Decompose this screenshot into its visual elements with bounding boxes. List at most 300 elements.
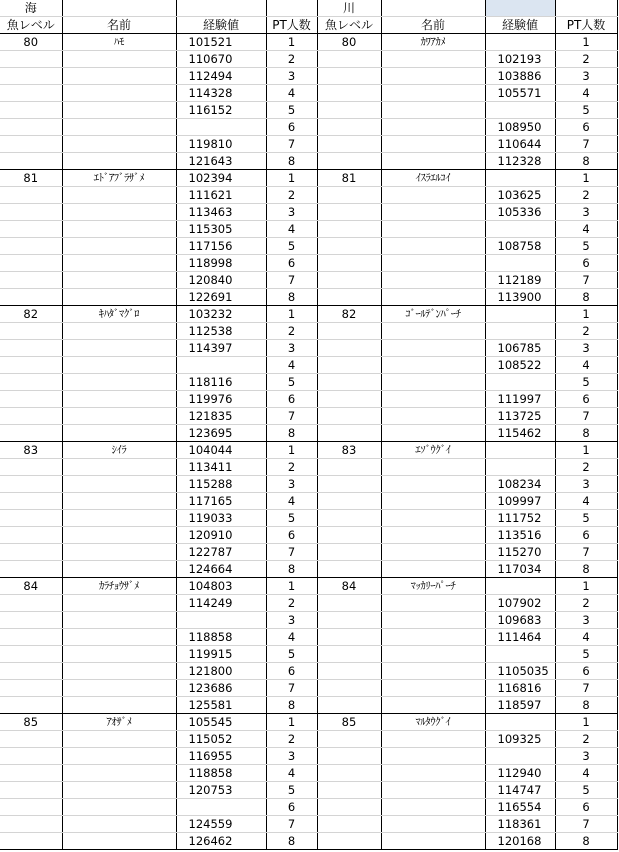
sea-level-cell[interactable] (0, 663, 62, 680)
sea-pt-cell[interactable]: 4 (266, 493, 317, 510)
river-exp-cell[interactable]: 116554 (485, 799, 555, 816)
sea-name-cell[interactable] (62, 816, 176, 833)
river-name-cell[interactable] (381, 119, 485, 136)
sea-name-cell[interactable] (62, 612, 176, 629)
sea-pt-cell[interactable]: 6 (266, 527, 317, 544)
river-name-cell[interactable] (381, 833, 485, 850)
river-exp-cell[interactable]: 105336 (485, 204, 555, 221)
sea-exp-cell[interactable]: 125581 (176, 697, 266, 714)
river-exp-cell[interactable]: 103886 (485, 68, 555, 85)
sea-pt-cell[interactable]: 4 (266, 357, 317, 374)
sea-name-cell[interactable] (62, 731, 176, 748)
river-name-cell[interactable] (381, 612, 485, 629)
sea-name-cell[interactable] (62, 119, 176, 136)
sea-exp-cell[interactable] (176, 119, 266, 136)
sea-name-cell[interactable] (62, 357, 176, 374)
sea-level-cell[interactable] (0, 697, 62, 714)
river-name-cell[interactable] (381, 357, 485, 374)
river-pt-cell[interactable]: 2 (555, 459, 617, 476)
sea-exp-cell[interactable]: 117156 (176, 238, 266, 255)
sea-exp-cell[interactable]: 102394 (176, 170, 266, 187)
river-level-cell[interactable] (317, 289, 381, 306)
sea-name-cell[interactable] (62, 255, 176, 272)
river-level-cell[interactable]: 84 (317, 578, 381, 595)
river-name-cell[interactable] (381, 340, 485, 357)
river-name-cell[interactable] (381, 153, 485, 170)
sea-name-cell[interactable] (62, 153, 176, 170)
sea-pt-cell[interactable]: 6 (266, 119, 317, 136)
sea-pt-cell[interactable]: 8 (266, 561, 317, 578)
sea-name-cell[interactable] (62, 527, 176, 544)
sea-exp-cell[interactable]: 114328 (176, 85, 266, 102)
sea-exp-cell[interactable]: 126462 (176, 833, 266, 850)
river-pt-cell[interactable]: 4 (555, 85, 617, 102)
river-level-cell[interactable] (317, 153, 381, 170)
river-exp-cell[interactable]: 108522 (485, 357, 555, 374)
sea-pt-cell[interactable]: 4 (266, 85, 317, 102)
river-name-cell[interactable] (381, 136, 485, 153)
river-level-cell[interactable] (317, 765, 381, 782)
river-exp-cell[interactable] (485, 102, 555, 119)
sea-level-cell[interactable] (0, 493, 62, 510)
sea-pt-cell[interactable]: 8 (266, 833, 317, 850)
sea-name-cell[interactable] (62, 629, 176, 646)
river-pt-cell[interactable]: 5 (555, 238, 617, 255)
river-name-cell[interactable] (381, 221, 485, 238)
river-pt-cell[interactable]: 2 (555, 323, 617, 340)
sea-exp-cell[interactable]: 115305 (176, 221, 266, 238)
river-level-cell[interactable] (317, 493, 381, 510)
sea-name-cell[interactable] (62, 289, 176, 306)
sea-pt-cell[interactable]: 3 (266, 340, 317, 357)
river-name-cell[interactable]: ｶﾜｱｶﾒ (381, 34, 485, 51)
sea-name-cell[interactable]: ｶﾗﾁｮｳｻﾞﾒ (62, 578, 176, 595)
sea-pt-cell[interactable]: 3 (266, 204, 317, 221)
river-exp-cell[interactable]: 105571 (485, 85, 555, 102)
river-exp-cell[interactable] (485, 442, 555, 459)
river-name-cell[interactable] (381, 391, 485, 408)
sea-name-cell[interactable] (62, 833, 176, 850)
sea-level-cell[interactable] (0, 340, 62, 357)
sea-level-cell[interactable] (0, 748, 62, 765)
sea-name-cell[interactable] (62, 408, 176, 425)
river-exp-cell[interactable] (485, 748, 555, 765)
river-exp-cell[interactable] (485, 170, 555, 187)
river-name-cell[interactable]: ﾏｯｶﾘｰﾊﾟｰﾁ (381, 578, 485, 595)
river-level-cell[interactable] (317, 425, 381, 442)
sea-exp-cell[interactable] (176, 357, 266, 374)
sea-pt-cell[interactable]: 7 (266, 408, 317, 425)
sea-exp-cell[interactable]: 122787 (176, 544, 266, 561)
selected-cell[interactable] (485, 0, 555, 17)
river-level-cell[interactable] (317, 748, 381, 765)
sea-level-cell[interactable] (0, 136, 62, 153)
river-level-cell[interactable] (317, 629, 381, 646)
sea-pt-cell[interactable]: 6 (266, 255, 317, 272)
sea-name-cell[interactable]: ｷﾊﾀﾞﾏｸﾞﾛ (62, 306, 176, 323)
sea-exp-cell[interactable]: 113463 (176, 204, 266, 221)
river-pt-cell[interactable]: 1 (555, 34, 617, 51)
river-pt-cell[interactable]: 4 (555, 221, 617, 238)
sea-exp-cell[interactable]: 119915 (176, 646, 266, 663)
river-pt-cell[interactable]: 7 (555, 680, 617, 697)
river-name-cell[interactable]: ｲｽﾗｴﾙｺｲ (381, 170, 485, 187)
river-pt-cell[interactable]: 2 (555, 187, 617, 204)
river-level-cell[interactable] (317, 272, 381, 289)
river-pt-cell[interactable]: 6 (555, 527, 617, 544)
sea-name-cell[interactable] (62, 510, 176, 527)
river-level-cell[interactable] (317, 374, 381, 391)
river-name-cell[interactable] (381, 527, 485, 544)
sea-exp-cell[interactable]: 119033 (176, 510, 266, 527)
sea-level-cell[interactable] (0, 765, 62, 782)
sea-name-cell[interactable] (62, 238, 176, 255)
sea-pt-cell[interactable]: 6 (266, 391, 317, 408)
sea-level-cell[interactable] (0, 408, 62, 425)
sea-name-cell[interactable] (62, 646, 176, 663)
sea-level-cell[interactable] (0, 595, 62, 612)
river-pt-cell[interactable]: 7 (555, 136, 617, 153)
river-pt-cell[interactable]: 5 (555, 102, 617, 119)
river-level-cell[interactable] (317, 204, 381, 221)
river-exp-cell[interactable]: 113516 (485, 527, 555, 544)
sea-level-cell[interactable] (0, 425, 62, 442)
river-name-cell[interactable] (381, 459, 485, 476)
header-level[interactable]: 魚レベル (317, 17, 381, 34)
river-exp-cell[interactable] (485, 374, 555, 391)
sea-exp-cell[interactable]: 121835 (176, 408, 266, 425)
sea-pt-cell[interactable]: 4 (266, 765, 317, 782)
sea-pt-cell[interactable]: 5 (266, 238, 317, 255)
header-level[interactable]: 魚レベル (0, 17, 62, 34)
sea-name-cell[interactable]: ｴﾄﾞｱﾌﾞﾗｻﾞﾒ (62, 170, 176, 187)
empty-cell[interactable] (266, 0, 317, 17)
empty-cell[interactable] (381, 0, 485, 17)
sea-pt-cell[interactable]: 5 (266, 374, 317, 391)
river-name-cell[interactable] (381, 493, 485, 510)
river-level-cell[interactable] (317, 544, 381, 561)
river-pt-cell[interactable]: 5 (555, 646, 617, 663)
river-level-cell[interactable]: 83 (317, 442, 381, 459)
river-pt-cell[interactable]: 1 (555, 578, 617, 595)
river-pt-cell[interactable]: 3 (555, 612, 617, 629)
sea-pt-cell[interactable]: 5 (266, 102, 317, 119)
sea-name-cell[interactable] (62, 680, 176, 697)
sea-exp-cell[interactable]: 110670 (176, 51, 266, 68)
river-exp-cell[interactable]: 108950 (485, 119, 555, 136)
river-exp-cell[interactable] (485, 578, 555, 595)
sea-level-cell[interactable] (0, 799, 62, 816)
river-name-cell[interactable] (381, 408, 485, 425)
river-name-cell[interactable] (381, 238, 485, 255)
header-pt[interactable]: PT人数 (266, 17, 317, 34)
sea-name-cell[interactable] (62, 459, 176, 476)
river-pt-cell[interactable]: 3 (555, 340, 617, 357)
river-level-cell[interactable] (317, 697, 381, 714)
sea-level-cell[interactable] (0, 476, 62, 493)
river-level-cell[interactable] (317, 357, 381, 374)
sea-exp-cell[interactable]: 103232 (176, 306, 266, 323)
river-name-cell[interactable]: ｴｿﾞｳｸﾞｲ (381, 442, 485, 459)
river-level-cell[interactable] (317, 119, 381, 136)
river-level-cell[interactable] (317, 833, 381, 850)
river-level-cell[interactable]: 80 (317, 34, 381, 51)
river-name-cell[interactable] (381, 799, 485, 816)
river-exp-cell[interactable]: 102193 (485, 51, 555, 68)
river-exp-cell[interactable]: 111752 (485, 510, 555, 527)
river-label[interactable]: 川 (317, 0, 381, 17)
sea-level-cell[interactable] (0, 187, 62, 204)
sea-pt-cell[interactable]: 1 (266, 306, 317, 323)
sea-exp-cell[interactable]: 120753 (176, 782, 266, 799)
river-name-cell[interactable] (381, 510, 485, 527)
sea-exp-cell[interactable]: 114249 (176, 595, 266, 612)
river-level-cell[interactable] (317, 663, 381, 680)
river-level-cell[interactable] (317, 51, 381, 68)
river-exp-cell[interactable]: 1105035 (485, 663, 555, 680)
sea-name-cell[interactable] (62, 68, 176, 85)
river-pt-cell[interactable]: 5 (555, 782, 617, 799)
river-name-cell[interactable] (381, 748, 485, 765)
river-exp-cell[interactable]: 118361 (485, 816, 555, 833)
river-level-cell[interactable] (317, 595, 381, 612)
header-exp[interactable]: 経験値 (485, 17, 555, 34)
sea-pt-cell[interactable]: 2 (266, 595, 317, 612)
sea-level-cell[interactable] (0, 680, 62, 697)
sea-name-cell[interactable] (62, 204, 176, 221)
river-name-cell[interactable] (381, 663, 485, 680)
river-name-cell[interactable] (381, 476, 485, 493)
sea-name-cell[interactable] (62, 102, 176, 119)
sea-exp-cell[interactable]: 113411 (176, 459, 266, 476)
sea-level-cell[interactable] (0, 459, 62, 476)
header-name[interactable]: 名前 (381, 17, 485, 34)
sea-level-cell[interactable] (0, 391, 62, 408)
sea-level-cell[interactable]: 80 (0, 34, 62, 51)
river-exp-cell[interactable]: 114747 (485, 782, 555, 799)
river-level-cell[interactable] (317, 816, 381, 833)
sea-name-cell[interactable] (62, 799, 176, 816)
sea-level-cell[interactable] (0, 357, 62, 374)
sea-pt-cell[interactable]: 6 (266, 663, 317, 680)
sea-pt-cell[interactable]: 1 (266, 34, 317, 51)
sea-level-cell[interactable] (0, 374, 62, 391)
river-level-cell[interactable] (317, 459, 381, 476)
river-pt-cell[interactable]: 8 (555, 153, 617, 170)
sea-name-cell[interactable]: ｱｵｻﾞﾒ (62, 714, 176, 731)
sea-level-cell[interactable] (0, 646, 62, 663)
sea-pt-cell[interactable]: 8 (266, 153, 317, 170)
sea-level-cell[interactable] (0, 544, 62, 561)
river-level-cell[interactable] (317, 510, 381, 527)
sea-pt-cell[interactable]: 2 (266, 459, 317, 476)
sea-name-cell[interactable] (62, 697, 176, 714)
river-level-cell[interactable] (317, 612, 381, 629)
river-pt-cell[interactable]: 1 (555, 714, 617, 731)
sea-pt-cell[interactable]: 1 (266, 578, 317, 595)
river-pt-cell[interactable]: 3 (555, 476, 617, 493)
river-name-cell[interactable] (381, 544, 485, 561)
river-exp-cell[interactable]: 120168 (485, 833, 555, 850)
river-pt-cell[interactable]: 4 (555, 357, 617, 374)
river-exp-cell[interactable]: 113900 (485, 289, 555, 306)
sea-exp-cell[interactable]: 115288 (176, 476, 266, 493)
sea-pt-cell[interactable]: 8 (266, 425, 317, 442)
sea-name-cell[interactable] (62, 476, 176, 493)
river-exp-cell[interactable]: 110644 (485, 136, 555, 153)
river-exp-cell[interactable]: 115462 (485, 425, 555, 442)
sea-level-cell[interactable]: 82 (0, 306, 62, 323)
sea-name-cell[interactable] (62, 323, 176, 340)
header-name[interactable]: 名前 (62, 17, 176, 34)
river-exp-cell[interactable]: 115270 (485, 544, 555, 561)
river-exp-cell[interactable]: 108758 (485, 238, 555, 255)
river-exp-cell[interactable] (485, 306, 555, 323)
sea-level-cell[interactable] (0, 85, 62, 102)
river-exp-cell[interactable]: 111997 (485, 391, 555, 408)
river-pt-cell[interactable]: 5 (555, 510, 617, 527)
sea-level-cell[interactable] (0, 323, 62, 340)
sea-level-cell[interactable] (0, 119, 62, 136)
river-name-cell[interactable] (381, 102, 485, 119)
river-level-cell[interactable] (317, 238, 381, 255)
river-exp-cell[interactable]: 118597 (485, 697, 555, 714)
river-level-cell[interactable] (317, 799, 381, 816)
river-level-cell[interactable] (317, 68, 381, 85)
sea-name-cell[interactable]: ｼｲﾗ (62, 442, 176, 459)
river-exp-cell[interactable]: 112189 (485, 272, 555, 289)
sea-name-cell[interactable] (62, 51, 176, 68)
sea-level-cell[interactable] (0, 782, 62, 799)
sea-pt-cell[interactable]: 3 (266, 476, 317, 493)
river-pt-cell[interactable]: 3 (555, 68, 617, 85)
sea-pt-cell[interactable]: 2 (266, 323, 317, 340)
sea-name-cell[interactable] (62, 595, 176, 612)
sea-exp-cell[interactable]: 104044 (176, 442, 266, 459)
sea-name-cell[interactable]: ﾊﾓ (62, 34, 176, 51)
sea-name-cell[interactable] (62, 187, 176, 204)
sea-pt-cell[interactable]: 2 (266, 51, 317, 68)
river-pt-cell[interactable]: 3 (555, 204, 617, 221)
sea-name-cell[interactable] (62, 561, 176, 578)
sea-level-cell[interactable] (0, 527, 62, 544)
sea-exp-cell[interactable]: 119810 (176, 136, 266, 153)
river-pt-cell[interactable]: 1 (555, 170, 617, 187)
sea-level-cell[interactable] (0, 629, 62, 646)
sea-name-cell[interactable] (62, 340, 176, 357)
river-exp-cell[interactable]: 103625 (485, 187, 555, 204)
sea-pt-cell[interactable]: 7 (266, 816, 317, 833)
sea-name-cell[interactable] (62, 221, 176, 238)
river-pt-cell[interactable]: 8 (555, 425, 617, 442)
sea-level-cell[interactable]: 83 (0, 442, 62, 459)
river-pt-cell[interactable]: 8 (555, 561, 617, 578)
sea-pt-cell[interactable]: 4 (266, 221, 317, 238)
sea-pt-cell[interactable]: 8 (266, 697, 317, 714)
river-name-cell[interactable] (381, 255, 485, 272)
sea-pt-cell[interactable]: 7 (266, 136, 317, 153)
river-level-cell[interactable] (317, 255, 381, 272)
river-exp-cell[interactable]: 107902 (485, 595, 555, 612)
river-name-cell[interactable] (381, 289, 485, 306)
sea-exp-cell[interactable]: 117165 (176, 493, 266, 510)
sea-level-cell[interactable] (0, 289, 62, 306)
sea-name-cell[interactable] (62, 765, 176, 782)
river-level-cell[interactable] (317, 476, 381, 493)
river-level-cell[interactable]: 82 (317, 306, 381, 323)
river-name-cell[interactable]: ｺﾞｰﾙﾃﾞﾝﾊﾟｰﾁ (381, 306, 485, 323)
river-pt-cell[interactable]: 6 (555, 663, 617, 680)
sea-name-cell[interactable] (62, 425, 176, 442)
river-name-cell[interactable] (381, 680, 485, 697)
river-name-cell[interactable] (381, 646, 485, 663)
sea-exp-cell[interactable] (176, 799, 266, 816)
sea-pt-cell[interactable]: 1 (266, 442, 317, 459)
river-pt-cell[interactable]: 8 (555, 289, 617, 306)
sea-level-cell[interactable] (0, 68, 62, 85)
river-exp-cell[interactable]: 116816 (485, 680, 555, 697)
sea-exp-cell[interactable]: 118858 (176, 765, 266, 782)
sea-pt-cell[interactable]: 7 (266, 680, 317, 697)
sea-pt-cell[interactable]: 2 (266, 731, 317, 748)
sea-level-cell[interactable]: 85 (0, 714, 62, 731)
river-name-cell[interactable] (381, 425, 485, 442)
river-level-cell[interactable] (317, 340, 381, 357)
sea-exp-cell[interactable]: 120910 (176, 527, 266, 544)
river-name-cell[interactable]: ﾏﾙﾀｳｸﾞｲ (381, 714, 485, 731)
river-pt-cell[interactable]: 1 (555, 306, 617, 323)
sea-pt-cell[interactable]: 7 (266, 544, 317, 561)
river-name-cell[interactable] (381, 187, 485, 204)
sea-name-cell[interactable] (62, 782, 176, 799)
sea-exp-cell[interactable]: 116152 (176, 102, 266, 119)
sea-exp-cell[interactable]: 124664 (176, 561, 266, 578)
river-exp-cell[interactable] (485, 34, 555, 51)
sea-pt-cell[interactable]: 1 (266, 714, 317, 731)
sea-pt-cell[interactable]: 7 (266, 272, 317, 289)
sea-level-cell[interactable] (0, 255, 62, 272)
river-pt-cell[interactable]: 7 (555, 816, 617, 833)
river-exp-cell[interactable]: 112940 (485, 765, 555, 782)
sea-pt-cell[interactable]: 3 (266, 748, 317, 765)
sea-exp-cell[interactable]: 105545 (176, 714, 266, 731)
river-pt-cell[interactable]: 4 (555, 629, 617, 646)
sea-name-cell[interactable] (62, 272, 176, 289)
sea-pt-cell[interactable]: 8 (266, 289, 317, 306)
river-level-cell[interactable] (317, 527, 381, 544)
river-name-cell[interactable] (381, 765, 485, 782)
river-exp-cell[interactable]: 109683 (485, 612, 555, 629)
river-level-cell[interactable] (317, 408, 381, 425)
river-pt-cell[interactable]: 1 (555, 442, 617, 459)
sea-exp-cell[interactable]: 121800 (176, 663, 266, 680)
river-level-cell[interactable] (317, 646, 381, 663)
sea-pt-cell[interactable]: 3 (266, 68, 317, 85)
river-pt-cell[interactable]: 2 (555, 51, 617, 68)
empty-cell[interactable] (176, 0, 266, 17)
river-exp-cell[interactable] (485, 323, 555, 340)
sea-level-cell[interactable] (0, 561, 62, 578)
river-exp-cell[interactable] (485, 255, 555, 272)
river-pt-cell[interactable]: 4 (555, 493, 617, 510)
river-name-cell[interactable] (381, 272, 485, 289)
river-pt-cell[interactable]: 4 (555, 765, 617, 782)
sea-pt-cell[interactable]: 2 (266, 187, 317, 204)
river-pt-cell[interactable]: 7 (555, 272, 617, 289)
river-name-cell[interactable] (381, 85, 485, 102)
sea-name-cell[interactable] (62, 544, 176, 561)
sea-exp-cell[interactable]: 104803 (176, 578, 266, 595)
